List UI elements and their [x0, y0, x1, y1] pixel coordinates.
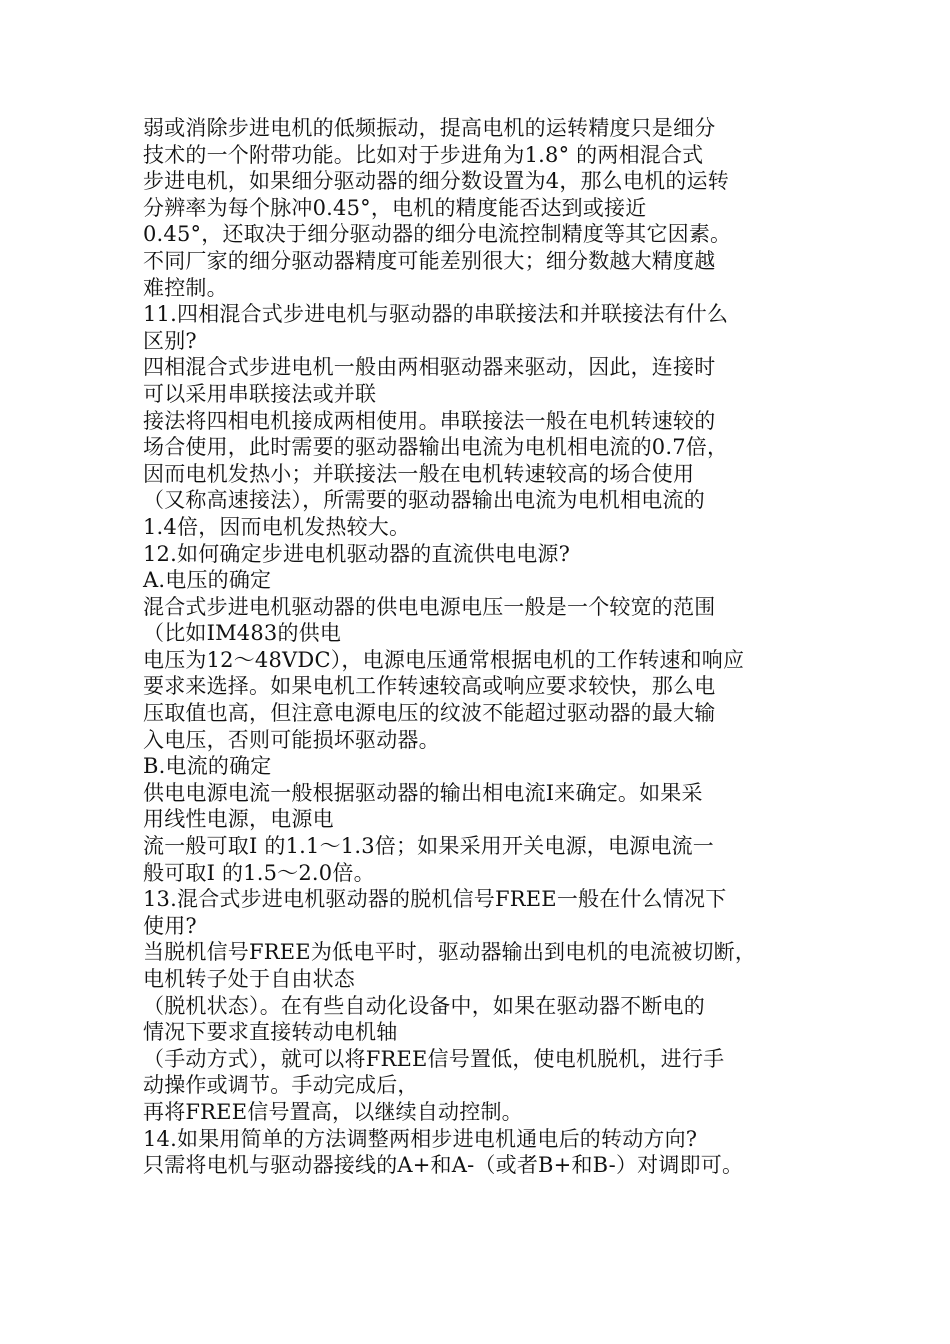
- text-line: 场合使用，此时需要的驱动器输出电流为电机相电流的0.7倍，: [143, 435, 729, 460]
- section-heading: 区别?: [143, 328, 197, 353]
- section-heading: 14.如果用简单的方法调整两相步进电机通电后的转动方向?: [143, 1126, 698, 1151]
- text-line: 不同厂家的细分驱动器精度可能差别很大；细分数越大精度越: [143, 248, 716, 273]
- document-body: [143, 115, 823, 1179]
- text-line: 混合式步进电机驱动器的供电电源电压一般是一个较宽的范围: [143, 594, 716, 619]
- section-heading: 11.四相混合式步进电机与驱动器的串联接法和并联接法有什么: [143, 302, 729, 327]
- text-line: 步进电机，如果细分驱动器的细分数设置为4，那么电机的运转: [143, 169, 729, 194]
- text-line: 0.45°，还取决于细分驱动器的细分电流控制精度等其它因素。: [143, 222, 732, 247]
- text-line: 流一般可取I 的1.1～1.3倍；如果采用开关电源，电源电流一: [143, 834, 714, 859]
- text-line: 再将FREE信号置高，以继续自动控制。: [143, 1099, 523, 1124]
- text-line: 用线性电源，电源电: [143, 807, 334, 832]
- text-line: 分辨率为每个脉冲0.45°，电机的精度能否达到或接近: [143, 195, 647, 220]
- text-line: 供电电源电流一般根据驱动器的输出相电流I来确定。如果采: [143, 780, 703, 805]
- text-line: 情况下要求直接转动电机轴: [143, 1020, 398, 1045]
- text-line: 电压为12～48VDC），电源电压通常根据电机的工作转速和响应: [143, 647, 745, 672]
- section-heading: 使用?: [143, 913, 197, 938]
- text-line: （比如IM483的供电: [143, 621, 342, 646]
- text-line: 接法将四相电机接成两相使用。串联接法一般在电机转速较的: [143, 408, 716, 433]
- text-line: 当脱机信号FREE为低电平时，驱动器输出到电机的电流被切断，: [143, 940, 757, 965]
- text-line: 难控制。: [143, 275, 228, 300]
- text-line: 只需将电机与驱动器接线的A+和A-（或者B+和B-）对调即可。: [143, 1153, 744, 1178]
- text-line: （手动方式），就可以将FREE信号置低，使电机脱机，进行手: [143, 1046, 725, 1071]
- text-line: 要求来选择。如果电机工作转速较高或响应要求较快，那么电: [143, 674, 716, 699]
- section-heading: 12.如何确定步进电机驱动器的直流供电电源?: [143, 541, 571, 566]
- subsection-heading: B.电流的确定: [143, 754, 272, 779]
- text-line: 1.4倍，因而电机发热较大。: [143, 514, 411, 539]
- subsection-heading: A.电压的确定: [143, 568, 272, 593]
- text-line: 压取值也高，但注意电源电压的纹波不能超过驱动器的最大输: [143, 701, 716, 726]
- text-line: 技术的一个附带功能。比如对于步进角为1.8° 的两相混合式: [143, 142, 704, 167]
- text-line: 因而电机发热小；并联接法一般在电机转速较高的场合使用: [143, 461, 695, 486]
- text-line: （脱机状态）。在有些自动化设备中，如果在驱动器不断电的: [143, 993, 705, 1018]
- text-line: 般可取I 的1.5～2.0倍。: [143, 860, 375, 885]
- text-line: 弱或消除步进电机的低频振动，提高电机的运转精度只是细分: [143, 116, 716, 140]
- text-line: 电机转子处于自由状态: [143, 967, 355, 991]
- text-line: 入电压，否则可能损坏驱动器。: [143, 727, 440, 752]
- text-line: 可以采用串联接法或并联: [143, 381, 377, 406]
- text-line: 动操作或调节。手动完成后，: [143, 1073, 419, 1098]
- text-line: 四相混合式步进电机一般由两相驱动器来驱动，因此，连接时: [143, 355, 716, 380]
- section-heading: 13.混合式步进电机驱动器的脱机信号FREE一般在什么情况下: [143, 887, 727, 912]
- text-line: （又称高速接法），所需要的驱动器输出电流为电机相电流的: [143, 488, 705, 513]
